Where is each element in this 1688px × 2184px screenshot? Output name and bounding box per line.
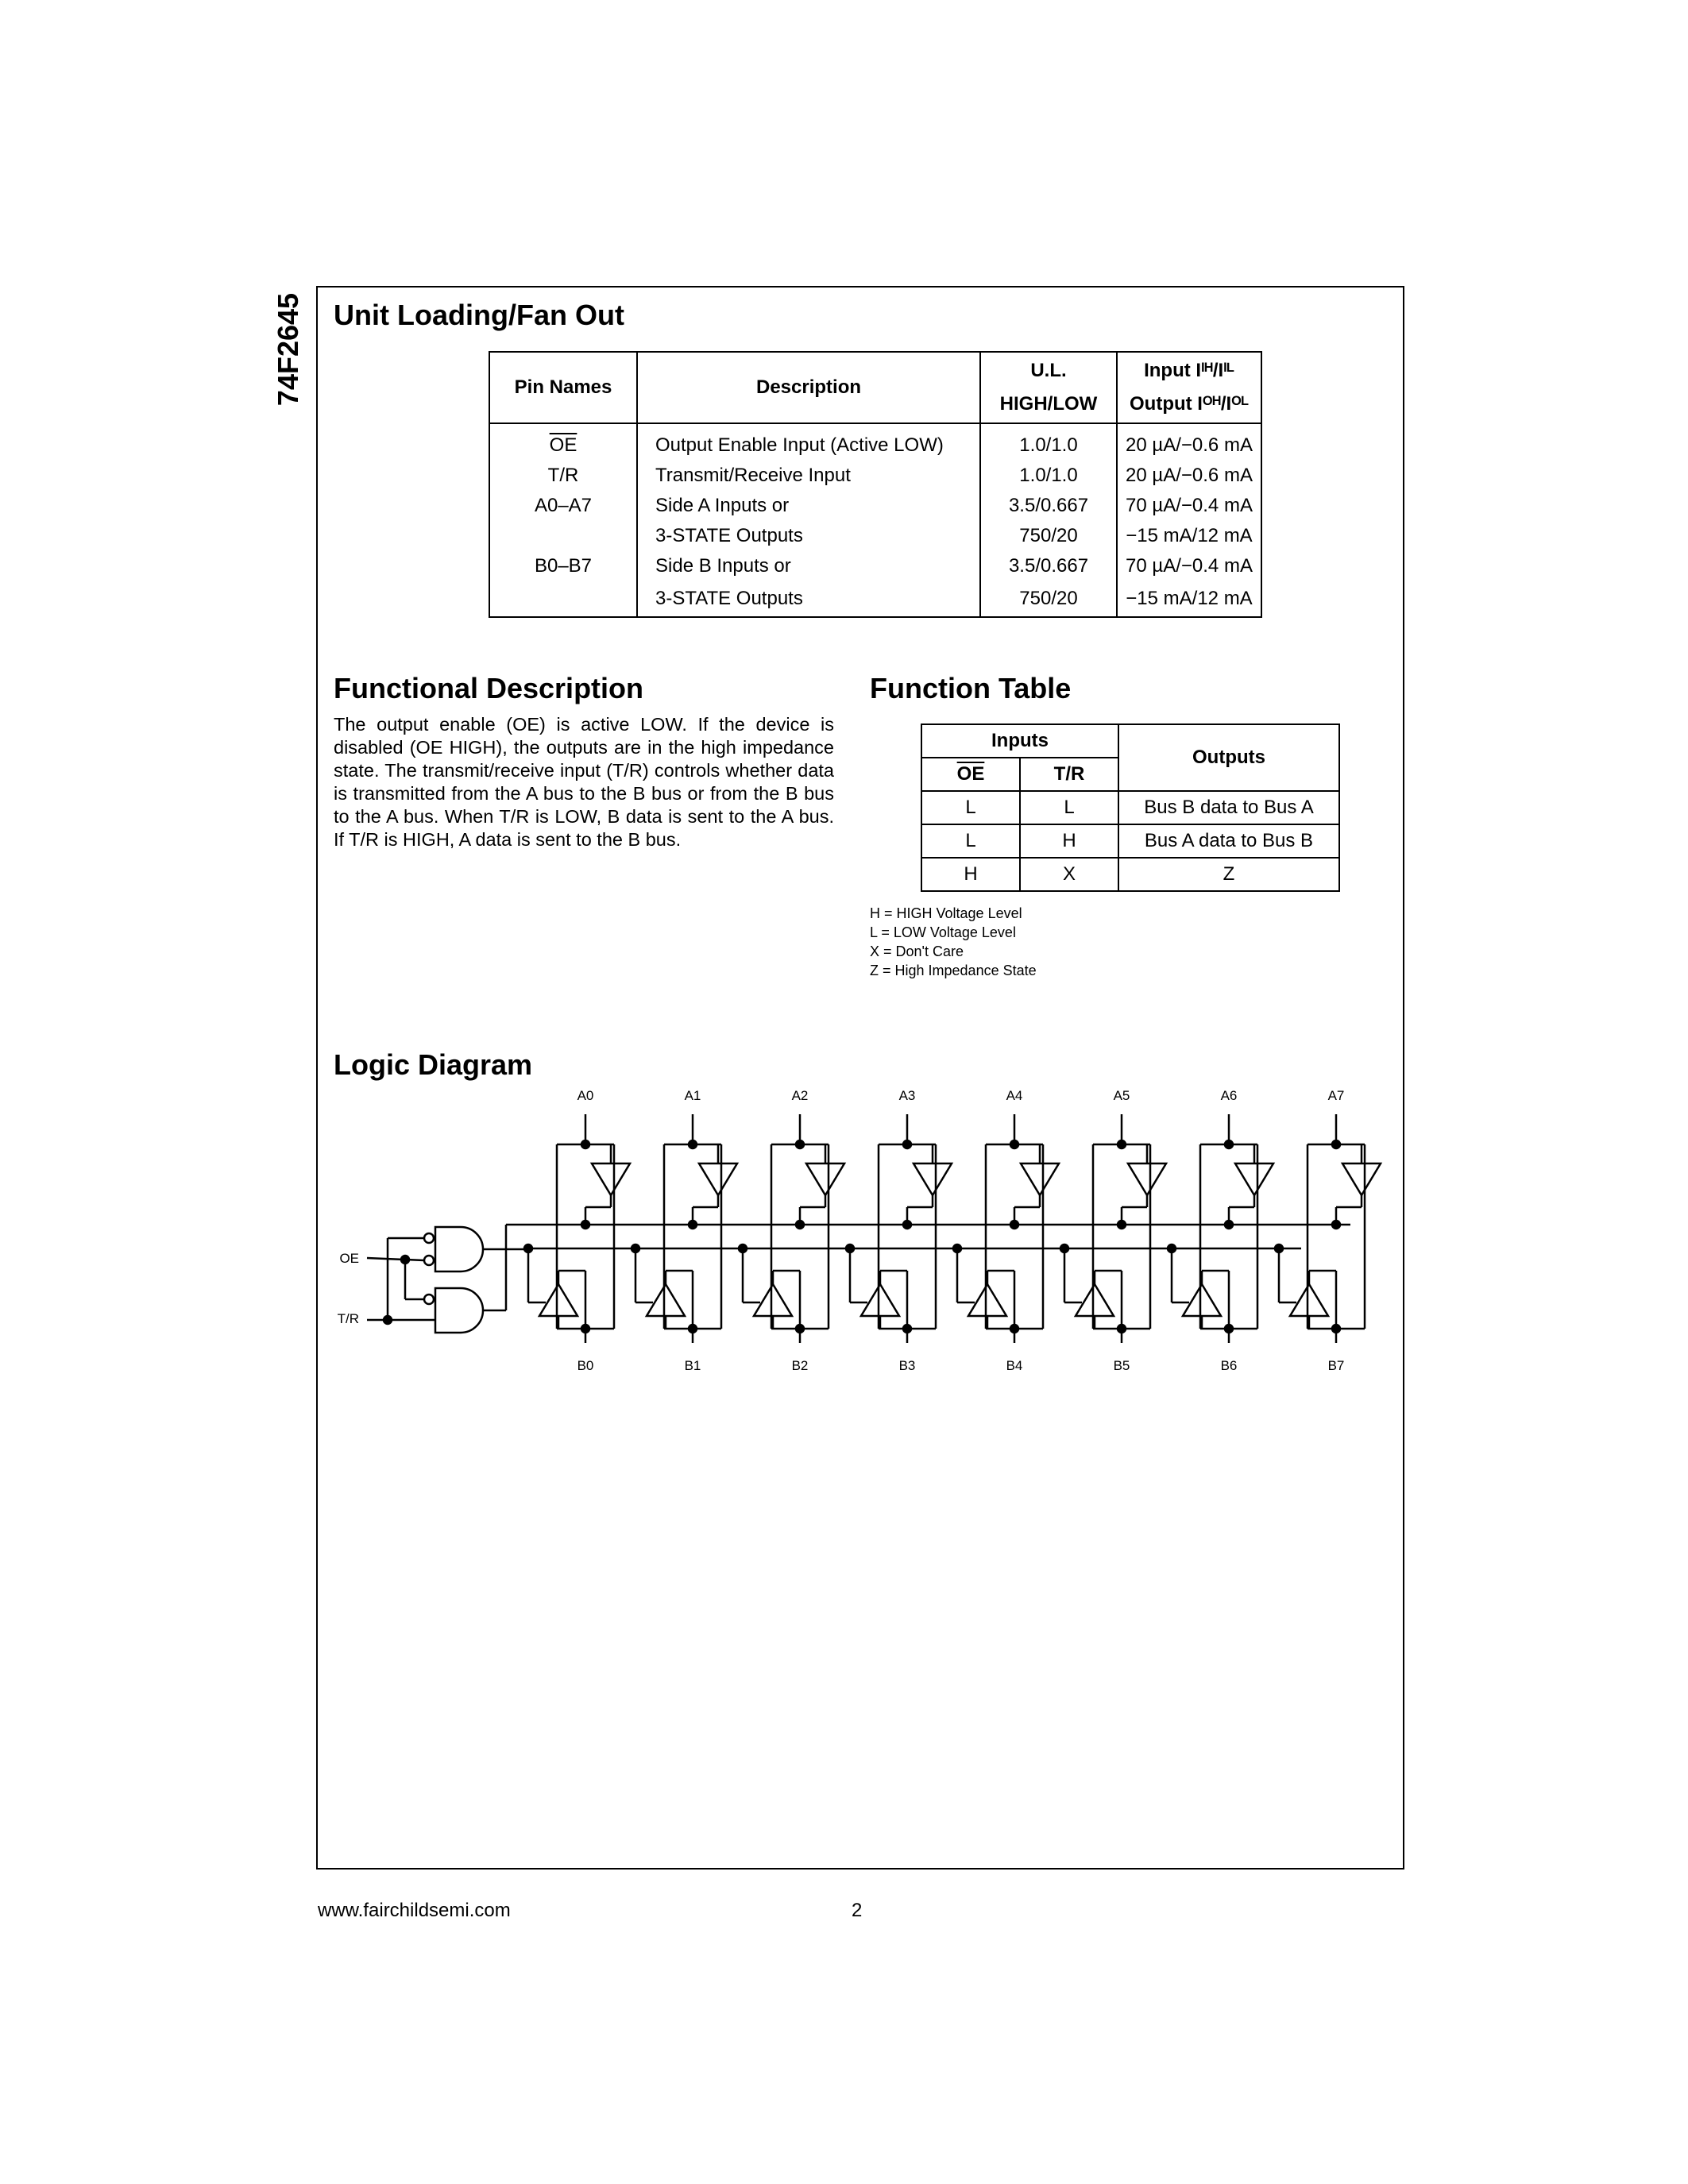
desc-cell: Transmit/Receive Input <box>637 461 980 491</box>
functional-description-heading: Functional Description <box>334 672 644 704</box>
function-table-header-row <box>921 724 1339 758</box>
ul-cell: 1.0/1.0 <box>980 461 1117 491</box>
io-cell: 70 µA/−0.4 mA <box>1117 551 1261 581</box>
b-pin-label: B7 <box>1327 1358 1345 1373</box>
table-row <box>921 858 1339 891</box>
b-pin-label: B3 <box>898 1358 916 1373</box>
col-input-output <box>1117 352 1261 423</box>
table-row <box>921 824 1339 858</box>
b-pin-label: B1 <box>684 1358 701 1373</box>
pin-tr: T/R <box>489 461 637 491</box>
b-pin-label: B5 <box>1113 1358 1130 1373</box>
desc-cell: Side A Inputs or <box>637 491 980 521</box>
part-number-text: 74F2645 <box>272 292 304 407</box>
oe-cell: L <box>921 824 1020 858</box>
output-cell: Bus A data to Bus B <box>1118 824 1339 858</box>
io-cell: 20 µA/−0.6 mA <box>1117 461 1261 491</box>
col-pin-names: Pin Names <box>489 352 637 423</box>
tr-header: T/R <box>1020 758 1118 791</box>
legend-item: Z = High Impedance State <box>870 963 1037 978</box>
table-row <box>489 423 1261 461</box>
pin-oe: $\overline{OE}$ <box>549 434 577 456</box>
io-cell: 70 µA/−0.4 mA <box>1117 491 1261 521</box>
functional-description-text: The output enable (OE) is active LOW. If the device is disabled (OE HIGH), the outputs are in the high impedance state. The transmit/receive input (T/R) controls whether data is transmitted from the A bus to the B bus or from the B bus to the A bus. When T/R is LOW, B data is sent to the A bus. If T/R is HIGH, A data is sent to the B bus. <box>334 714 834 850</box>
io-cell: −15 mA/12 mA <box>1117 521 1261 551</box>
function-table-legend <box>870 904 1037 980</box>
a-pin-label: A4 <box>1006 1088 1023 1103</box>
a-pin-label: A3 <box>898 1088 916 1103</box>
ul-cell: 750/20 <box>980 521 1117 551</box>
table-row <box>489 491 1261 521</box>
desc-cell: Side B Inputs or <box>637 551 980 581</box>
io-cell: −15 mA/12 mA <box>1117 581 1261 617</box>
io-cell: 20 µA/−0.6 mA <box>1117 423 1261 461</box>
table-row <box>489 551 1261 581</box>
outputs-header: Outputs <box>1118 724 1339 791</box>
oe-header <box>921 758 1020 791</box>
tr-cell: X <box>1020 858 1118 891</box>
tr-cell: L <box>1020 791 1118 824</box>
oe-input-label: OE <box>339 1251 359 1266</box>
legend-item: L = LOW Voltage Level <box>870 924 1016 940</box>
a-pin-label: A0 <box>577 1088 594 1103</box>
io-bottom: Output Iᴼᴴ/Iᴼᴸ <box>1130 393 1249 415</box>
ul-cell: 3.5/0.667 <box>980 491 1117 521</box>
tr-input-label: T/R <box>337 1311 359 1326</box>
tr-cell: H <box>1020 824 1118 858</box>
output-cell: Bus B data to Bus A <box>1118 791 1339 824</box>
logic-diagram-heading: Logic Diagram <box>334 1048 533 1081</box>
table-header-row <box>489 352 1261 423</box>
pin-cell <box>489 423 637 461</box>
table-row <box>921 791 1339 824</box>
table-row <box>489 461 1261 491</box>
function-table <box>921 723 1340 892</box>
io-top: Input Iᴵᴴ/Iᴵᴸ <box>1144 360 1234 381</box>
ul-cell: 3.5/0.667 <box>980 551 1117 581</box>
output-cell: Z <box>1118 858 1339 891</box>
oe-cell: L <box>921 791 1020 824</box>
b-pin-label: B2 <box>791 1358 809 1373</box>
b-pin-label: B4 <box>1006 1358 1023 1373</box>
a-pin-label: A6 <box>1220 1088 1238 1103</box>
col-description: Description <box>637 352 980 423</box>
pin-cell <box>489 581 637 617</box>
table-row <box>489 581 1261 617</box>
a-pin-label: A7 <box>1327 1088 1345 1103</box>
legend-item: H = HIGH Voltage Level <box>870 905 1022 921</box>
col-unit-load <box>980 352 1117 423</box>
oe-cell: H <box>921 858 1020 891</box>
oe-header-text: $\overline{OE}$ <box>956 763 985 785</box>
function-table-heading: Function Table <box>870 672 1072 704</box>
side-part-number <box>268 286 308 413</box>
b-pin-label: B6 <box>1220 1358 1238 1373</box>
ul-top: U.L. <box>1030 360 1067 381</box>
pin-b-bus: B0–B7 <box>489 551 637 581</box>
pin-cell <box>489 521 637 551</box>
footer-url[interactable]: www.fairchildsemi.com <box>318 1900 511 1921</box>
desc-cell: 3-STATE Outputs <box>637 521 980 551</box>
inputs-header: Inputs <box>921 724 1118 758</box>
legend-item: X = Don't Care <box>870 943 964 959</box>
desc-cell: Output Enable Input (Active LOW) <box>637 423 980 461</box>
page-number: 2 <box>852 1900 863 1921</box>
ul-bottom: HIGH/LOW <box>999 393 1098 415</box>
unit-loading-table <box>489 351 1262 618</box>
table-row <box>489 521 1261 551</box>
a-pin-label: A2 <box>791 1088 809 1103</box>
ul-cell: 1.0/1.0 <box>980 423 1117 461</box>
unit-loading-heading: Unit Loading/Fan Out <box>334 299 624 331</box>
ul-cell: 750/20 <box>980 581 1117 617</box>
desc-cell: 3-STATE Outputs <box>637 581 980 617</box>
b-pin-label: B0 <box>577 1358 594 1373</box>
a-pin-label: A5 <box>1113 1088 1130 1103</box>
pin-a-bus: A0–A7 <box>489 491 637 521</box>
a-pin-label: A1 <box>684 1088 701 1103</box>
